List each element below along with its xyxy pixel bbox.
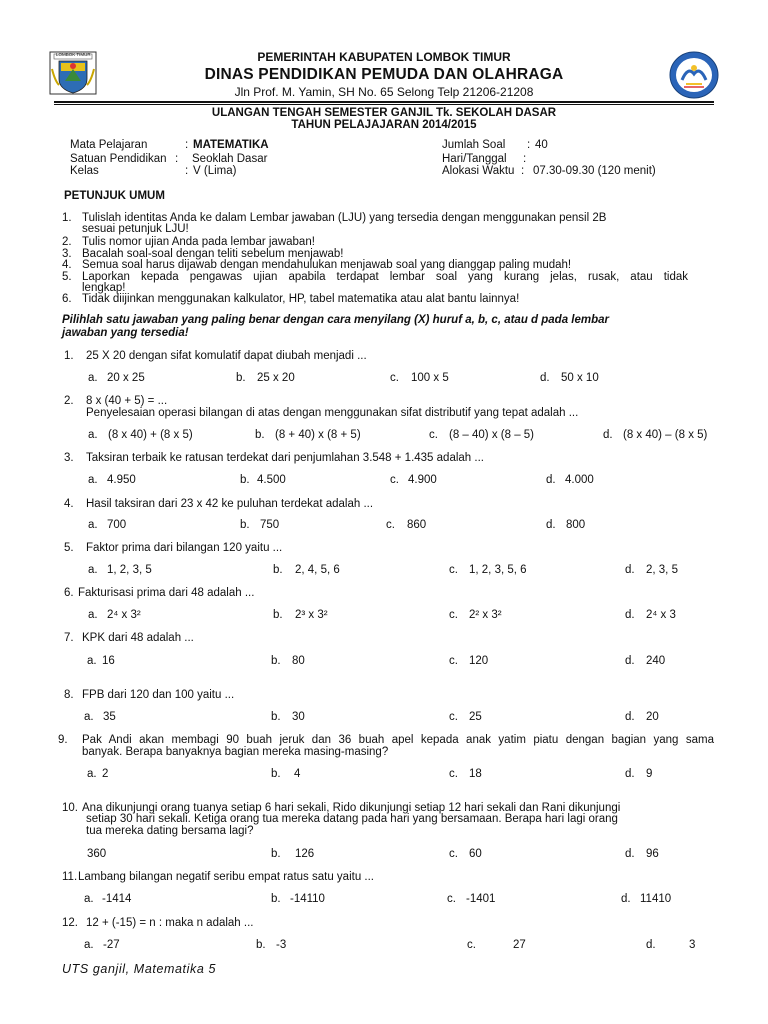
question-10-text-line2: setiap 30 hari sekali. Ketiga orang tua mereka datang pada hari yang bersamaan. Berapa hari lagi orang — [86, 813, 618, 825]
question-5-option-c: 1, 2, 3, 5, 6 — [469, 564, 527, 576]
info-subject-label: Mata Pelajaran — [70, 139, 148, 151]
question-7-option-b: 80 — [292, 655, 305, 667]
question-12-option-a: -27 — [103, 939, 120, 951]
question-9-text: Pak Andi akan membagi 90 buah jeruk dan 36 buah apel kepada anak yatim piatu dengan bagian yang sama — [82, 734, 714, 746]
question-4-option-d-letter: d. — [546, 519, 556, 531]
question-5-option-c-letter: c. — [449, 564, 458, 576]
question-9-text-line2: banyak. Berapa banyaknya bagian mereka masing-masing? — [82, 746, 389, 758]
info-time-sep: : — [521, 165, 525, 177]
question-11-option-c-letter: c. — [447, 893, 456, 905]
question-5-text: Faktor prima dari bilangan 120 yaitu ... — [86, 542, 283, 554]
instruction-6-num: 6. — [62, 293, 72, 305]
question-6-option-d-letter: d. — [625, 609, 635, 621]
question-2-number: 2. — [64, 395, 74, 407]
question-10-option-d-letter: d. — [625, 848, 635, 860]
question-4-option-a: 700 — [107, 519, 127, 531]
info-count-label: Jumlah Soal — [442, 139, 506, 151]
header-government: PEMERINTAH KABUPATEN LOMBOK TIMUR — [257, 50, 511, 64]
question-8-option-c-letter: c. — [449, 711, 458, 723]
question-11-option-b: -14110 — [290, 893, 325, 905]
question-4-option-d: 800 — [566, 519, 586, 531]
question-5-option-a: 1, 2, 3, 5 — [107, 564, 152, 576]
question-6-text: Fakturisasi prima dari 48 adalah ... — [78, 587, 255, 599]
question-1-option-c-letter: c. — [390, 372, 399, 384]
question-1-option-a-letter: a. — [88, 372, 98, 384]
question-1-option-d-letter: d. — [540, 372, 550, 384]
question-7-number: 7. — [64, 632, 74, 644]
info-time-value: 07.30-09.30 (120 menit) — [533, 165, 656, 177]
question-8-option-d-letter: d. — [625, 711, 635, 723]
question-12-option-c: 27 — [513, 939, 526, 951]
question-3-option-a-letter: a. — [88, 474, 98, 486]
question-5-option-a-letter: a. — [88, 564, 98, 576]
question-11-option-d-letter: d. — [621, 893, 631, 905]
instruction-5-num: 5. — [62, 271, 72, 283]
question-2-option-b-letter: b. — [255, 429, 265, 441]
question-9-option-b: 4 — [294, 768, 301, 780]
instruction-5-text: Laporkan kepada pengawas ujian apabila terdapat lembar soal yang kurang jelas, rusak, atau tidak — [82, 271, 688, 283]
question-5-option-d: 2, 3, 5 — [646, 564, 678, 576]
header-department: DINAS PENDIDIKAN PEMUDA DAN OLAHRAGA — [204, 66, 564, 83]
question-10-option-c-letter: c. — [449, 848, 458, 860]
question-12-text: 12 + (-15) = n : maka n adalah ... — [86, 917, 254, 929]
info-unit-label: Satuan Pendidikan — [70, 153, 167, 165]
question-3-option-b-letter: b. — [240, 474, 250, 486]
question-9-option-b-letter: b. — [271, 768, 281, 780]
question-6-option-b-letter: b. — [273, 609, 283, 621]
question-8-option-a: 35 — [103, 711, 116, 723]
instruction-4-num: 4. — [62, 259, 72, 271]
question-7-option-d-letter: d. — [625, 655, 635, 667]
question-2-option-c-letter: c. — [429, 429, 438, 441]
question-3-option-c-letter: c. — [390, 474, 399, 486]
question-1-option-d: 50 x 10 — [561, 372, 599, 384]
question-2-option-d-letter: d. — [603, 429, 613, 441]
exam-title: ULANGAN TENGAH SEMESTER GANJIL Tk. SEKOLAH DASAR — [211, 107, 557, 119]
question-12-option-a-letter: a. — [84, 939, 94, 951]
question-2-option-c: (8 – 40) x (8 – 5) — [449, 429, 535, 441]
question-1-text: 25 X 20 dengan sifat komulatif dapat diubah menjadi ... — [86, 350, 367, 362]
instruction-3-num: 3. — [62, 248, 72, 260]
info-date-label: Hari/Tanggal — [442, 153, 507, 165]
question-7-option-c-letter: c. — [449, 655, 458, 667]
question-12-number: 12. — [62, 917, 78, 929]
logo-left-text: LOMBOK TIMUR — [56, 52, 91, 57]
question-12-option-c-letter: c. — [467, 939, 476, 951]
header-rule-thin — [54, 104, 714, 105]
question-6-number: 6. — [64, 587, 74, 599]
question-3-option-a: 4.950 — [107, 474, 136, 486]
question-11-option-c: -1401 — [466, 893, 496, 905]
question-4-option-b-letter: b. — [240, 519, 250, 531]
question-2-option-a-letter: a. — [88, 429, 98, 441]
instruction-1-text: Tulislah identitas Anda ke dalam Lembar jawaban (LJU) yang tersedia dengan menggunakan pensil 2B — [82, 212, 607, 224]
question-4-text: Hasil taksiran dari 23 x 42 ke puluhan terdekat adalah ... — [86, 498, 374, 510]
question-6-option-a: 2⁴ x 3² — [107, 609, 141, 621]
question-10-text: Ana dikunjungi orang tuanya setiap 6 hari sekali, Rido dikunjungi setiap 12 hari sekali dan Rani dikunjungi — [82, 802, 621, 814]
question-5-number: 5. — [64, 542, 74, 554]
info-unit-sep: : — [175, 153, 179, 165]
question-2-option-d: (8 x 40) – (8 x 5) — [623, 429, 708, 441]
question-10-number: 10. — [62, 802, 78, 814]
question-11-option-a: -1414 — [102, 893, 132, 905]
question-8-option-b: 30 — [292, 711, 305, 723]
question-5-option-d-letter: d. — [625, 564, 635, 576]
instruction-3-text: Bacalah soal-soal dengan teliti sebelum menjawab! — [82, 248, 344, 260]
question-6-option-a-letter: a. — [88, 609, 98, 621]
question-1-option-a: 20 x 25 — [107, 372, 145, 384]
question-8-option-d: 20 — [646, 711, 659, 723]
question-9-option-c-letter: c. — [449, 768, 458, 780]
info-class-sep: : — [185, 165, 189, 177]
question-9-option-a-letter: a. — [87, 768, 97, 780]
instruction-2-num: 2. — [62, 236, 72, 248]
question-6-option-c-letter: c. — [449, 609, 458, 621]
question-11-option-a-letter: a. — [84, 893, 94, 905]
question-1-option-c: 100 x 5 — [411, 372, 449, 384]
question-9-option-d-letter: d. — [625, 768, 635, 780]
question-7-option-a: 16 — [102, 655, 115, 667]
question-1-option-b-letter: b. — [236, 372, 246, 384]
question-4-option-b: 750 — [260, 519, 280, 531]
question-8-option-c: 25 — [469, 711, 482, 723]
question-3-option-d: 4.000 — [565, 474, 594, 486]
question-10-option-d: 96 — [646, 848, 659, 860]
question-2-text: 8 x (40 + 5) = ... — [86, 395, 168, 407]
question-2-text-line2: Penyelesaian operasi bilangan di atas dengan menggunakan sifat distributif yang tepat adalah ... — [86, 407, 579, 419]
info-count-value: 40 — [535, 139, 548, 151]
question-12-option-b-letter: b. — [256, 939, 266, 951]
question-7-option-d: 240 — [646, 655, 666, 667]
question-7-option-b-letter: b. — [271, 655, 281, 667]
instruction-5-cont: lengkap! — [82, 282, 126, 294]
question-6-option-b: 2³ x 3² — [295, 609, 328, 621]
question-11-number: 11. — [62, 871, 78, 883]
question-1-option-b: 25 x 20 — [257, 372, 295, 384]
question-8-number: 8. — [64, 689, 74, 701]
question-10-option-b-letter: b. — [271, 848, 281, 860]
choice-instruction-line2: jawaban yang tersedia! — [62, 327, 189, 339]
question-6-option-d: 2⁴ x 3 — [646, 609, 676, 621]
info-subject-value: MATEMATIKA — [193, 139, 269, 151]
question-2-option-a: (8 x 40) + (8 x 5) — [108, 429, 193, 441]
question-10-text-line3: tua mereka dating bersama lagi? — [86, 825, 254, 837]
question-9-option-a: 2 — [102, 768, 109, 780]
info-date-sep: : — [523, 153, 527, 165]
question-11-option-b-letter: b. — [271, 893, 281, 905]
question-3-option-d-letter: d. — [546, 474, 556, 486]
question-4-option-c-letter: c. — [386, 519, 395, 531]
question-7-option-a-letter: a. — [87, 655, 97, 667]
info-unit-value: Seoklah Dasar — [192, 153, 268, 165]
question-4-number: 4. — [64, 498, 74, 510]
question-3-option-b: 4.500 — [257, 474, 286, 486]
question-12-option-b: -3 — [276, 939, 287, 951]
header-address: Jln Prof. M. Yamin, SH No. 65 Selong Telp 21206-21208 — [234, 85, 534, 99]
question-12-option-d-letter: d. — [646, 939, 656, 951]
info-time-label: Alokasi Waktu — [442, 165, 515, 177]
question-10-option-b: 126 — [295, 848, 315, 860]
question-9-number: 9. — [58, 734, 68, 746]
question-4-option-a-letter: a. — [88, 519, 98, 531]
instructions-title: PETUNJUK UMUM — [64, 190, 165, 202]
instruction-1-cont: sesuai petunjuk LJU! — [82, 223, 189, 235]
question-10-option-c: 60 — [469, 848, 482, 860]
info-count-sep: : — [527, 139, 531, 151]
question-1-number: 1. — [64, 350, 74, 362]
question-8-option-a-letter: a. — [84, 711, 94, 723]
choice-instruction-line1: Pilihlah satu jawaban yang paling benar dengan cara menyilang (X) huruf a, b, c, atau d pada lembar — [62, 314, 610, 326]
question-5-option-b: 2, 4, 5, 6 — [295, 564, 340, 576]
question-9-option-c: 18 — [469, 768, 482, 780]
question-12-option-d: 3 — [689, 939, 696, 951]
question-4-option-c: 860 — [407, 519, 427, 531]
question-3-text: Taksiran terbaik ke ratusan terdekat dari penjumlahan 3.548 + 1.435 adalah ... — [86, 452, 484, 464]
instruction-2-text: Tulis nomor ujian Anda pada lembar jawaban! — [82, 236, 315, 248]
question-8-text: FPB dari 120 dan 100 yaitu ... — [82, 689, 235, 701]
question-3-number: 3. — [64, 452, 74, 464]
header-rule-thick — [54, 101, 714, 103]
info-class-value: V (Lima) — [193, 165, 237, 177]
question-10-option-a: 360 — [87, 848, 107, 860]
question-11-option-d: 11410 — [640, 893, 672, 905]
info-subject-sep: : — [185, 139, 189, 151]
question-3-option-c: 4.900 — [408, 474, 437, 486]
instruction-6-text: Tidak diijinkan menggunakan kalkulator, HP, tabel matematika atau alat bantu lainnya! — [82, 293, 520, 305]
question-9-option-d: 9 — [646, 768, 653, 780]
question-11-text: Lambang bilangan negatif seribu empat ratus satu yaitu ... — [78, 871, 374, 883]
question-8-option-b-letter: b. — [271, 711, 281, 723]
question-7-option-c: 120 — [469, 655, 489, 667]
info-class-label: Kelas — [70, 165, 99, 177]
page-footer: UTS ganjil, Matematika 5 — [62, 962, 217, 976]
question-6-option-c: 2² x 3² — [469, 609, 502, 621]
instruction-1-num: 1. — [62, 212, 72, 224]
instruction-4-text: Semua soal harus dijawab dengan mendahulukan menjawab soal yang dianggap paling mudah! — [82, 259, 572, 271]
question-5-option-b-letter: b. — [273, 564, 283, 576]
exam-year: TAHUN PELAJAJARAN 2014/2015 — [291, 119, 477, 131]
question-2-option-b: (8 + 40) x (8 + 5) — [275, 429, 361, 441]
question-7-text: KPK dari 48 adalah ... — [82, 632, 194, 644]
